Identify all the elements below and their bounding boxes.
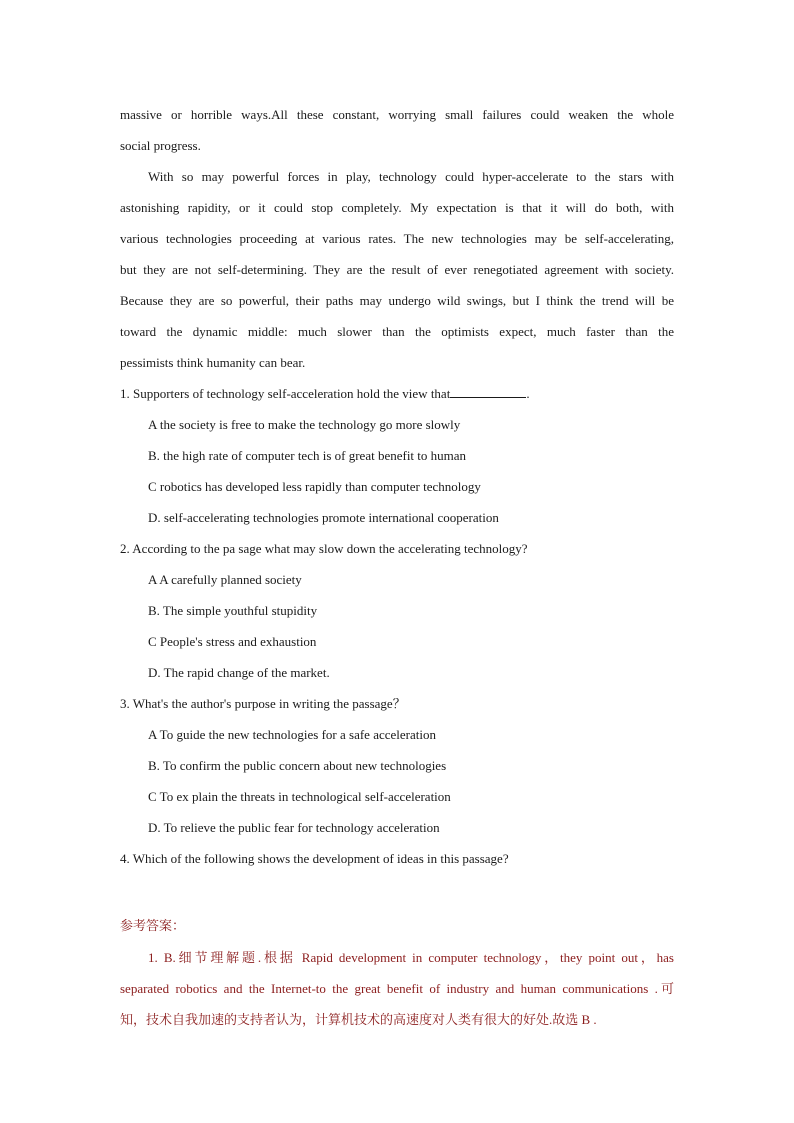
question-stem: 4. Which of the following shows the development of ideas in this passage?	[120, 851, 509, 866]
option-d: D. The rapid change of the market.	[148, 665, 330, 680]
passage-line: Because they are so powerful, their paths may undergo wild swings, but I think the trend will be	[120, 293, 674, 308]
answer-key	[120, 911, 674, 1035]
answer-line: 知，技术自我加速的支持者认为，计算机技术的高速度对人类有很大的好处.故选 B .	[120, 1012, 597, 1027]
answer-blank	[450, 384, 526, 398]
passage-line: but they are not self-determining. They are the result of ever renegotiated agreement with society.	[120, 262, 674, 277]
passage-line: astonishing rapidity, or it could stop completely. My expectation is that it will do both, with	[120, 200, 674, 215]
document-page	[120, 99, 674, 1035]
option-a: A To guide the new technologies for a safe acceleration	[148, 727, 436, 742]
answer-line: separated robotics and the Internet-to the great benefit of industry and human communications .可	[120, 981, 674, 996]
passage	[120, 99, 674, 378]
option-c: C To ex plain the threats in technological self-acceleration	[148, 789, 451, 804]
passage-line: various technologies proceeding at various rates. The new technologies may be self-accelerating,	[120, 231, 674, 246]
passage-line: massive or horrible ways.All these constant, worrying small failures could weaken the whole	[120, 107, 674, 122]
passage-line: toward the dynamic middle: much slower than the optimists expect, much faster than the	[120, 324, 674, 339]
section-spacer	[120, 874, 674, 911]
question-3	[120, 688, 674, 843]
option-b: B. The simple youthful stupidity	[148, 603, 318, 618]
answer-heading: 参考答案：	[120, 919, 186, 934]
question-stem: 3. What's the author's purpose in writing the passage？	[120, 696, 406, 711]
question-stem: 2. According to the pa sage what may slow down the accelerating technology?	[120, 541, 528, 556]
passage-line: pessimists think humanity can bear.	[120, 355, 306, 370]
option-b: B. To confirm the public concern about new technologies	[148, 758, 447, 773]
passage-line: social progress.	[120, 138, 201, 153]
option-d: D. To relieve the public fear for technology acceleration	[148, 820, 440, 835]
question-4	[120, 843, 674, 874]
question-stem-text: 1. Supporters of technology self-acceleration hold the view that	[120, 386, 451, 401]
option-c: C robotics has developed less rapidly than computer technology	[148, 479, 481, 494]
passage-line: With so may powerful forces in play, technology could hyper-accelerate to the stars with	[148, 169, 674, 184]
option-b: B. the high rate of computer tech is of great benefit to human	[148, 448, 467, 463]
question-stem-end: .	[526, 386, 530, 401]
option-c: C People's stress and exhaustion	[148, 634, 317, 649]
question-1	[120, 378, 674, 533]
answer-line: 1. B.细节理解题.根据 Rapid development in computer technology，they point out，has	[148, 950, 674, 965]
option-a: A A carefully planned society	[148, 572, 302, 587]
question-2	[120, 533, 674, 688]
option-a: A the society is free to make the technology go more slowly	[148, 417, 461, 432]
question-stem	[120, 378, 674, 409]
option-d: D. self-accelerating technologies promote international cooperation	[148, 510, 499, 525]
